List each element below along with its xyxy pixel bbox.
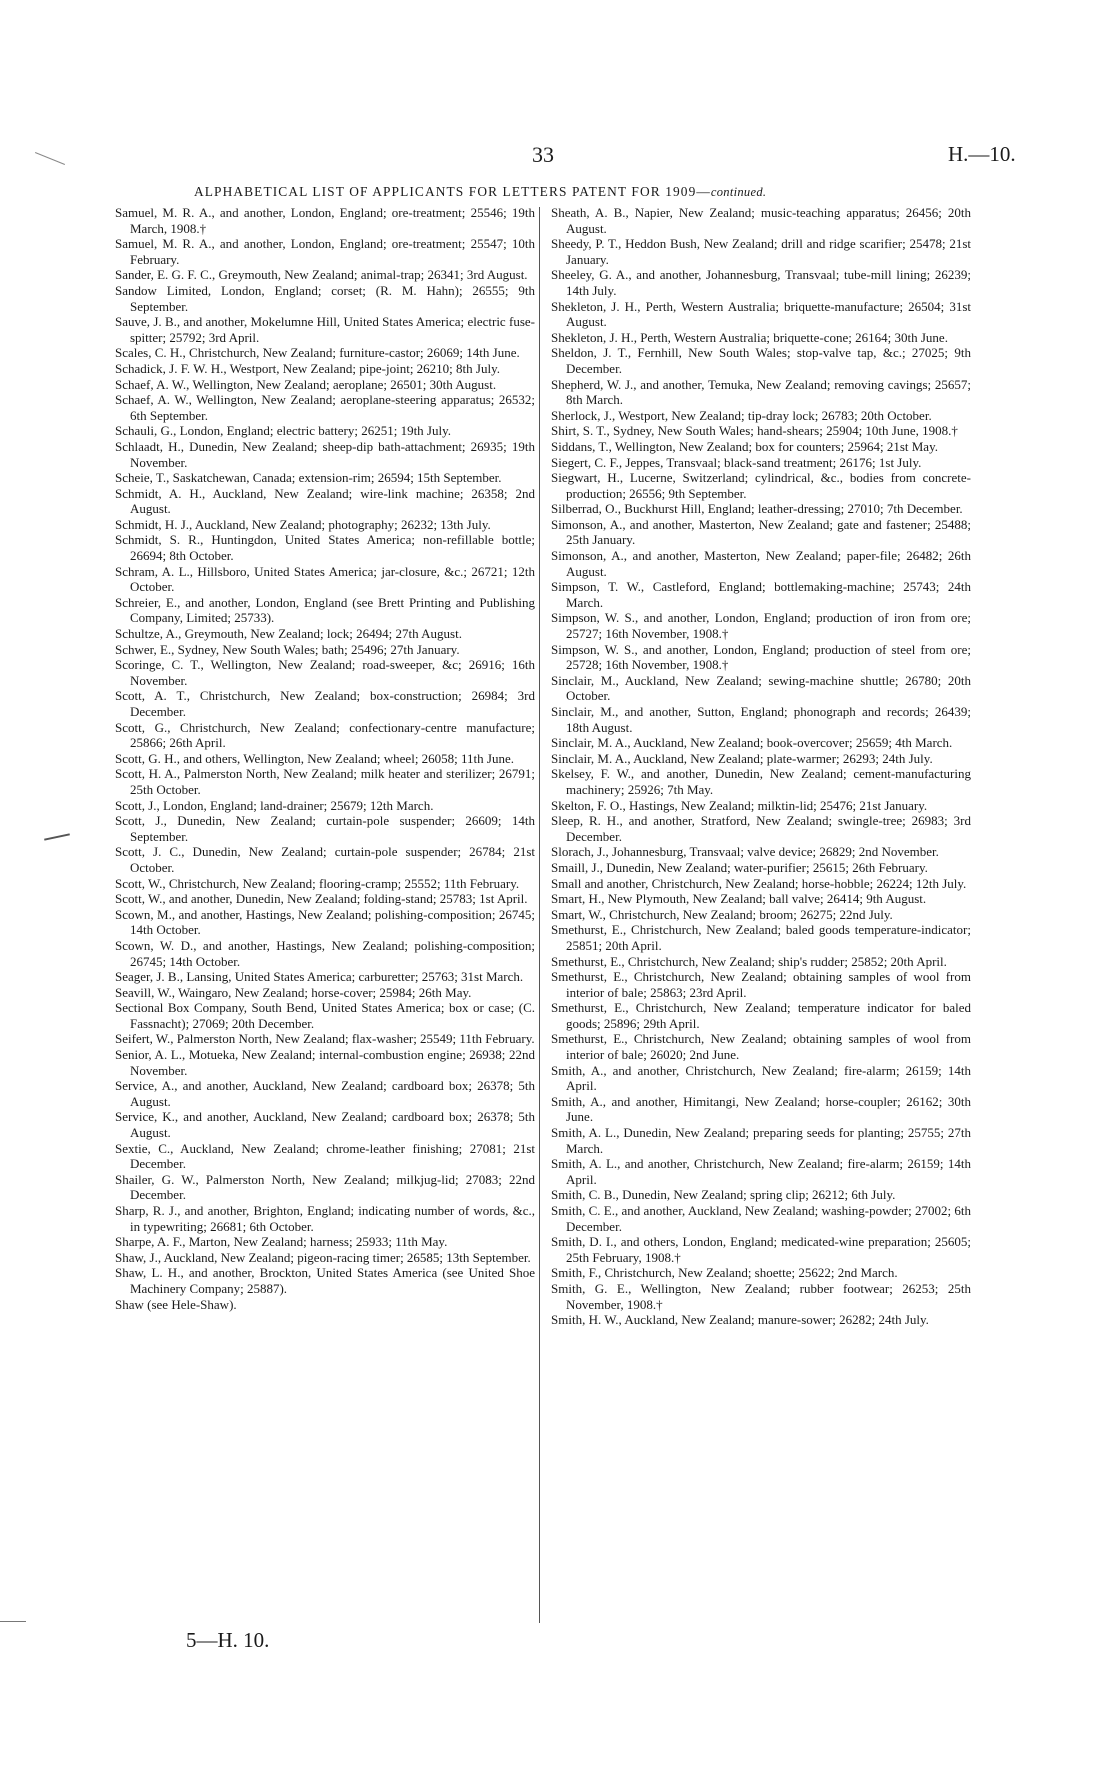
patent-entry: Smith, D. I., and others, London, England; medicated-wine preparation; 25605; 25th February, 1908.† — [551, 1234, 971, 1265]
patent-entry: Scown, W. D., and another, Hastings, New Zealand; polishing-composition; 26745; 14th October. — [115, 937, 535, 969]
patent-entry: Smart, W., Christchurch, New Zealand; broom; 26275; 22nd July. — [551, 906, 893, 922]
patent-entry: Scheie, T., Saskatchewan, Canada; extension-rim; 26594; 15th September. — [115, 470, 502, 486]
patent-entry: Sinclair, M. A., Auckland, New Zealand; plate-warmer; 26293; 24th July. — [551, 750, 933, 766]
patent-entry: Simonson, A., and another, Masterton, New Zealand; gate and fastener; 25488; 25th January. — [551, 516, 971, 548]
patent-entry: Sheedy, P. T., Heddon Bush, New Zealand; drill and ridge scarifier; 25478; 21st January. — [551, 236, 971, 267]
patent-entry: Sheldon, J. T., Fernhill, New South Wales; stop-valve tap, &c.; 27025; 9th December. — [551, 345, 971, 376]
patent-entry: Smith, A., and another, Christchurch, New Zealand; fire-alarm; 26159; 14th April. — [551, 1062, 971, 1094]
patent-entry: Scott, W., and another, Dunedin, New Zealand; folding-stand; 25783; 1st April. — [115, 891, 528, 907]
patent-entry: Service, K., and another, Auckland, New Zealand; cardboard box; 26378; 5th August. — [115, 1109, 535, 1141]
patent-entry: Sauve, J. B., and another, Mokelumne Hill, United States America; electric fuse-spitter; 25792; 3rd April. — [115, 314, 535, 345]
patent-entry: Smethurst, E., Christchurch, New Zealand; obtaining samples of wool from interior of bale; 26020; 2nd June. — [551, 1031, 971, 1063]
sheet-signature: 5—H. 10. — [186, 1628, 270, 1652]
patent-entry: Seifert, W., Palmerston North, New Zealand; flax-washer; 25549; 11th February. — [115, 1031, 535, 1047]
patent-entry: Scott, G. H., and others, Wellington, New Zealand; wheel; 26058; 11th June. — [115, 750, 514, 766]
document-reference: H.—10. — [948, 142, 1016, 166]
patent-entry: Scott, J., Dunedin, New Zealand; curtain-pole suspender; 26609; 14th September. — [115, 813, 535, 844]
patent-entry: Scott, J. C., Dunedin, New Zealand; curtain-pole suspender; 26784; 21st October. — [115, 844, 535, 875]
patent-entry: Smart, H., New Plymouth, New Zealand; ball valve; 26414; 9th August. — [551, 891, 927, 907]
patent-entry: Sinclair, M., Auckland, New Zealand; sewing-machine shuttle; 26780; 20th October. — [551, 672, 971, 704]
patent-entry: Skelsey, F. W., and another, Dunedin, New Zealand; cement-manufacturing machinery; 25926; 7th May. — [551, 766, 971, 797]
patent-entry: Sander, E. G. F. C., Greymouth, New Zealand; animal-trap; 26341; 3rd August. — [115, 267, 528, 283]
patent-entry: Small and another, Christchurch, New Zealand; horse-hobble; 26224; 12th July. — [551, 875, 967, 891]
patent-entry: Smethurst, E., Christchurch, New Zealand; ship's rudder; 25852; 20th April. — [551, 953, 947, 969]
left-column — [115, 205, 535, 1312]
patent-entry: Slorach, J., Johannesburg, Transvaal; valve device; 26829; 2nd November. — [551, 844, 939, 860]
patent-entry: Smith, A., and another, Himitangi, New Zealand; horse-coupler; 26162; 30th June. — [551, 1093, 971, 1125]
patent-entry: Schauli, G., London, England; electric battery; 26251; 19th July. — [115, 423, 452, 439]
heading-main-text: ALPHABETICAL LIST OF APPLICANTS FOR LETTERS PATENT FOR 1909— — [194, 184, 711, 199]
patent-entry: Scott, J., London, England; land-drainer; 25679; 12th March. — [115, 797, 434, 813]
patent-entry: Siegert, C. F., Jeppes, Transvaal; black-sand treatment; 26176; 1st July. — [551, 454, 922, 470]
patent-entry: Shekleton, J. H., Perth, Western Australia; briquette-cone; 26164; 30th June. — [551, 329, 948, 345]
patent-entry: Shaw, J., Auckland, New Zealand; pigeon-racing timer; 26585; 13th September. — [115, 1249, 531, 1265]
patent-entry: Sharpe, A. F., Marton, New Zealand; harness; 25933; 11th May. — [115, 1234, 448, 1250]
page-heading — [194, 184, 1024, 200]
patent-entry: Simpson, W. S., and another, London, England; production of iron from ore; 25727; 16th November, 1908.† — [551, 610, 971, 642]
patent-entry: Seager, J. B., Lansing, United States America; carburetter; 25763; 31st March. — [115, 969, 524, 985]
patent-entry: Schaef, A. W., Wellington, New Zealand; aeroplane; 26501; 30th August. — [115, 376, 497, 392]
patent-entry: Shailer, G. W., Palmerston North, New Zealand; milkjug-lid; 27083; 22nd December. — [115, 1171, 535, 1203]
patent-entry: Sectional Box Company, South Bend, United States America; box or case; (C. Fassnacht); 27069; 20th December. — [115, 1000, 535, 1031]
patent-entry: Sheath, A. B., Napier, New Zealand; music-teaching apparatus; 26456; 20th August. — [551, 205, 971, 236]
patent-entry: Schadick, J. F. W. H., Westport, New Zealand; pipe-joint; 26210; 8th July. — [115, 360, 500, 376]
patent-entry: Schmidt, H. J., Auckland, New Zealand; photography; 26232; 13th July. — [115, 516, 491, 532]
patent-entry: Siegwart, H., Lucerne, Switzerland; cylindrical, &c., bodies from concrete-production; 26556; 9th September. — [551, 470, 971, 501]
patent-entry: Siddans, T., Wellington, New Zealand; box for counters; 25964; 21st May. — [551, 438, 938, 454]
patent-entry: Schmidt, S. R., Huntingdon, United States America; non-refillable bottle; 26694; 8th October. — [115, 532, 535, 564]
patent-entry: Smith, H. W., Auckland, New Zealand; manure-sower; 26282; 24th July. — [551, 1312, 929, 1328]
patent-entry: Schwer, E., Sydney, New South Wales; bath; 25496; 27th January. — [115, 641, 460, 657]
patent-entry: Smith, G. E., Wellington, New Zealand; rubber footwear; 26253; 25th November, 1908.† — [551, 1280, 971, 1312]
patent-entry: Scales, C. H., Christchurch, New Zealand; furniture-castor; 26069; 14th June. — [115, 345, 520, 361]
patent-entry: Senior, A. L., Motueka, New Zealand; internal-combustion engine; 26938; 22nd November. — [115, 1047, 535, 1078]
patent-entry: Smith, C. B., Dunedin, New Zealand; spring clip; 26212; 6th July. — [551, 1187, 896, 1203]
right-column — [551, 205, 971, 1328]
patent-entry: Scott, H. A., Palmerston North, New Zealand; milk heater and sterilizer; 26791; 25th October. — [115, 766, 535, 797]
patent-entry: Simpson, T. W., Castleford, England; bottlemaking-machine; 25743; 24th March. — [551, 579, 971, 610]
patent-entry: Schaef, A. W., Wellington, New Zealand; aeroplane-steering apparatus; 26532; 6th September. — [115, 392, 535, 423]
patent-entry: Sandow Limited, London, England; corset; (R. M. Hahn); 26555; 9th September. — [115, 282, 535, 314]
margin-ink-mark — [44, 833, 70, 840]
patent-entry: Sharp, R. J., and another, Brighton, England; indicating number of words, &c., in typewriting; 26681; 6th October. — [115, 1203, 535, 1234]
patent-entry: Simpson, W. S., and another, London, England; production of steel from ore; 25728; 16th November, 1908.† — [551, 641, 971, 673]
patent-entry: Sinclair, M. A., Auckland, New Zealand; book-overcover; 25659; 4th March. — [551, 735, 953, 751]
patent-entry: Scott, G., Christchurch, New Zealand; confectionary-centre manufacture; 25866; 26th April. — [115, 719, 535, 751]
patent-entry: Silberrad, O., Buckhurst Hill, England; leather-dressing; 27010; 7th December. — [551, 501, 963, 517]
patent-entry: Schultze, A., Greymouth, New Zealand; lock; 26494; 27th August. — [115, 626, 462, 642]
patent-entry: Smith, A. L., Dunedin, New Zealand; preparing seeds for planting; 25755; 27th March. — [551, 1125, 971, 1156]
patent-entry: Scown, M., and another, Hastings, New Zealand; polishing-composition; 26745; 14th October. — [115, 906, 535, 938]
patent-entry: Smith, F., Christchurch, New Zealand; shoette; 25622; 2nd March. — [551, 1265, 898, 1281]
patent-entry: Smith, C. E., and another, Auckland, New Zealand; washing-powder; 27002; 6th December. — [551, 1203, 971, 1234]
patent-entry: Smaill, J., Dunedin, New Zealand; water-purifier; 25615; 26th February. — [551, 859, 928, 875]
patent-entry: Sherlock, J., Westport, New Zealand; tip-dray lock; 26783; 20th October. — [551, 407, 932, 423]
patent-entry: Scott, A. T., Christchurch, New Zealand; box-construction; 26984; 3rd December. — [115, 688, 535, 719]
patent-entry: Schram, A. L., Hillsboro, United States America; jar-closure, &c.; 26721; 12th October. — [115, 563, 535, 595]
patent-entry: Shirt, S. T., Sydney, New South Wales; hand-shears; 25904; 10th June, 1908.† — [551, 423, 958, 439]
patent-entry: Skelton, F. O., Hastings, New Zealand; milktin-lid; 25476; 21st January. — [551, 797, 928, 813]
patent-entry: Schreier, E., and another, London, England (see Brett Printing and Publishing Company, Limited; 25733). — [115, 594, 535, 626]
margin-pencil-mark — [35, 152, 65, 165]
column-divider — [539, 207, 540, 1623]
patent-entry: Samuel, M. R. A., and another, London, England; ore-treatment; 25546; 19th March, 1908.† — [115, 205, 535, 236]
patent-entry: Sinclair, M., and another, Sutton, England; phonograph and records; 26439; 18th August. — [551, 704, 971, 735]
patent-entry: Schmidt, A. H., Auckland, New Zealand; wire-link machine; 26358; 2nd August. — [115, 485, 535, 517]
patent-entry: Smethurst, E., Christchurch, New Zealand; obtaining samples of wool from interior of bale; 25863; 23rd April. — [551, 969, 971, 1000]
patent-entry: Scott, W., Christchurch, New Zealand; flooring-cramp; 25552; 11th February. — [115, 875, 520, 891]
patent-entry: Service, A., and another, Auckland, New Zealand; cardboard box; 26378; 5th August. — [115, 1078, 535, 1109]
patent-entry: Smith, A. L., and another, Christchurch, New Zealand; fire-alarm; 26159; 14th April. — [551, 1156, 971, 1187]
patent-entry: Sleep, R. H., and another, Stratford, New Zealand; swingle-tree; 26983; 3rd December. — [551, 813, 971, 844]
patent-entry: Samuel, M. R. A., and another, London, England; ore-treatment; 25547; 10th February. — [115, 236, 535, 267]
patent-entry: Seavill, W., Waingaro, New Zealand; horse-cover; 25984; 26th May. — [115, 984, 472, 1000]
margin-rule-mark — [0, 1621, 26, 1622]
patent-entry: Shaw (see Hele-Shaw). — [115, 1296, 237, 1312]
patent-entry: Scoringe, C. T., Wellington, New Zealand; road-sweeper, &c; 26916; 16th November. — [115, 657, 535, 688]
patent-entry: Schlaadt, H., Dunedin, New Zealand; sheep-dip bath-attachment; 26935; 19th November. — [115, 438, 535, 470]
patent-entry: Simonson, A., and another, Masterton, New Zealand; paper-file; 26482; 26th August. — [551, 548, 971, 579]
patent-entry: Smethurst, E., Christchurch, New Zealand; baled goods temperature-indicator; 25851; 20th April. — [551, 922, 971, 953]
patent-entry: Shepherd, W. J., and another, Temuka, New Zealand; removing cavings; 25657; 8th March. — [551, 376, 971, 408]
page-number: 33 — [532, 142, 554, 167]
patent-entry: Shaw, L. H., and another, Brockton, United States America (see United Shoe Machinery Company; 25887). — [115, 1265, 535, 1296]
patent-entry: Shekleton, J. H., Perth, Western Australia; briquette-manufacture; 26504; 31st August. — [551, 298, 971, 330]
patent-entry: Smethurst, E., Christchurch, New Zealand; temperature indicator for baled goods; 25896; 29th April. — [551, 1000, 971, 1031]
patent-entry: Sextie, C., Auckland, New Zealand; chrome-leather finishing; 27081; 21st December. — [115, 1140, 535, 1172]
heading-continued-text: continued. — [710, 185, 767, 199]
patent-entry: Sheeley, G. A., and another, Johannesburg, Transvaal; tube-mill lining; 26239; 14th July. — [551, 267, 971, 298]
